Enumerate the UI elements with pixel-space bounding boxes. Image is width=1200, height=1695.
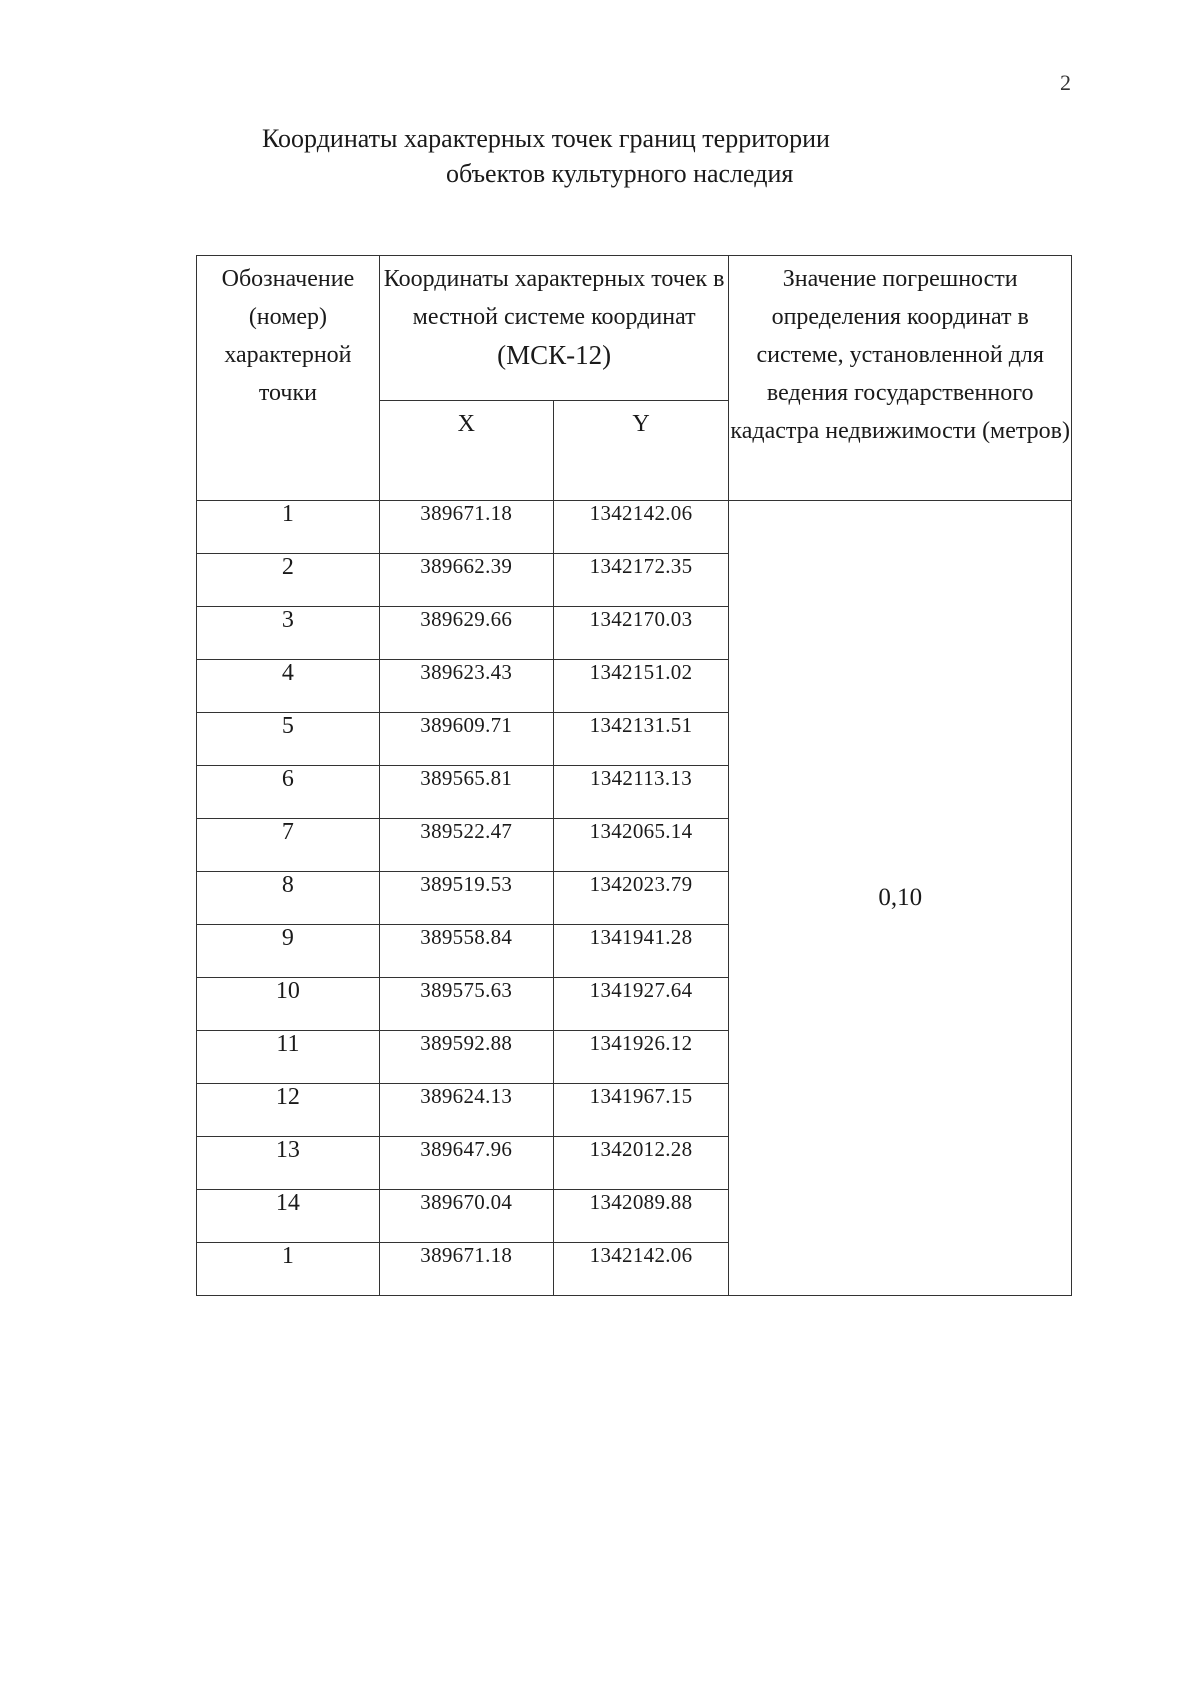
x-coordinate-cell: 389662.39 <box>379 554 553 607</box>
y-coordinate-cell: 1342142.06 <box>553 1243 729 1296</box>
point-number-cell: 10 <box>197 978 380 1031</box>
header-coordinate-system: (МСК-12) <box>497 340 612 370</box>
y-coordinate-cell: 1342012.28 <box>553 1137 729 1190</box>
table-row <box>197 501 1072 554</box>
point-number-cell: 6 <box>197 766 380 819</box>
page-number: 2 <box>1060 70 1071 95</box>
point-number-cell: 9 <box>197 925 380 978</box>
header-coordinates <box>379 256 729 401</box>
point-number-cell: 1 <box>197 1243 380 1296</box>
point-number-cell: 2 <box>197 554 380 607</box>
y-coordinate-cell: 1341926.12 <box>553 1031 729 1084</box>
title-line-2: объектов культурного наследия <box>446 159 794 188</box>
point-number-cell: 1 <box>197 501 380 554</box>
header-coordinates-text: Координаты характерных точек в местной системе координат <box>383 266 725 330</box>
title-line-1: Координаты характерных точек границ территории <box>262 124 830 153</box>
y-coordinate-cell: 1342023.79 <box>553 872 729 925</box>
point-number-cell: 4 <box>197 660 380 713</box>
y-coordinate-cell: 1342113.13 <box>553 766 729 819</box>
x-coordinate-cell: 389592.88 <box>379 1031 553 1084</box>
error-value-cell: 0,10 <box>729 501 1072 1296</box>
point-number-cell: 3 <box>197 607 380 660</box>
y-coordinate-cell: 1342131.51 <box>553 713 729 766</box>
y-coordinate-cell: 1341927.64 <box>553 978 729 1031</box>
coordinates-table <box>196 255 1072 1296</box>
header-x: X <box>379 401 553 501</box>
point-number-cell: 7 <box>197 819 380 872</box>
point-number-cell: 5 <box>197 713 380 766</box>
header-error: Значение погрешности определения координат в системе, установленной для ведения государственного кадастра недвижимости (метров) <box>729 256 1072 501</box>
y-coordinate-cell: 1342142.06 <box>553 501 729 554</box>
point-number-cell: 14 <box>197 1190 380 1243</box>
x-coordinate-cell: 389558.84 <box>379 925 553 978</box>
x-coordinate-cell: 389609.71 <box>379 713 553 766</box>
y-coordinate-cell: 1342065.14 <box>553 819 729 872</box>
x-coordinate-cell: 389519.53 <box>379 872 553 925</box>
y-coordinate-cell: 1342172.35 <box>553 554 729 607</box>
point-number-cell: 8 <box>197 872 380 925</box>
y-coordinate-cell: 1341941.28 <box>553 925 729 978</box>
x-coordinate-cell: 389624.13 <box>379 1084 553 1137</box>
x-coordinate-cell: 389629.66 <box>379 607 553 660</box>
table-body <box>197 501 1072 1296</box>
y-coordinate-cell: 1342089.88 <box>553 1190 729 1243</box>
x-coordinate-cell: 389565.81 <box>379 766 553 819</box>
y-coordinate-cell: 1342170.03 <box>553 607 729 660</box>
point-number-cell: 13 <box>197 1137 380 1190</box>
point-number-cell: 11 <box>197 1031 380 1084</box>
x-coordinate-cell: 389670.04 <box>379 1190 553 1243</box>
x-coordinate-cell: 389623.43 <box>379 660 553 713</box>
y-coordinate-cell: 1341967.15 <box>553 1084 729 1137</box>
x-coordinate-cell: 389647.96 <box>379 1137 553 1190</box>
x-coordinate-cell: 389671.18 <box>379 1243 553 1296</box>
y-coordinate-cell: 1342151.02 <box>553 660 729 713</box>
header-y: Y <box>553 401 729 501</box>
x-coordinate-cell: 389522.47 <box>379 819 553 872</box>
x-coordinate-cell: 389671.18 <box>379 501 553 554</box>
x-coordinate-cell: 389575.63 <box>379 978 553 1031</box>
point-number-cell: 12 <box>197 1084 380 1137</box>
header-point-number: Обозначение (номер) характерной точки <box>197 256 380 501</box>
